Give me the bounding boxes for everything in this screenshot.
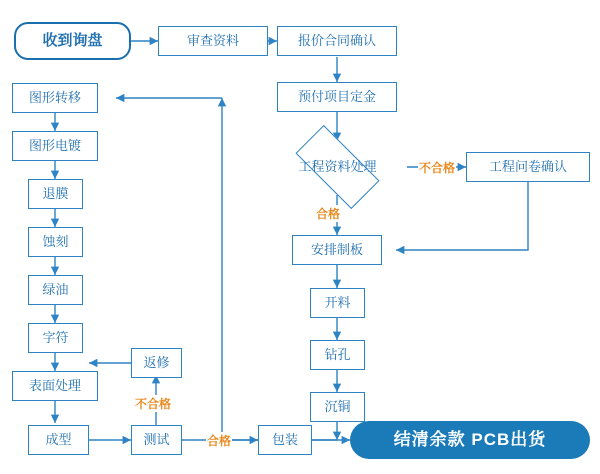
node-prepayment[interactable]: [277, 82, 397, 112]
node-label: 表面处理: [28, 377, 81, 393]
node-final-payment-shipment[interactable]: [350, 421, 590, 459]
node-pattern-plating[interactable]: [12, 131, 98, 161]
node-label: 退膜: [42, 185, 69, 201]
node-label: 预付项目定金: [297, 88, 376, 104]
node-label: 蚀刻: [42, 233, 69, 249]
node-label: 返修: [143, 354, 170, 370]
node-label: 包装: [271, 431, 298, 447]
node-solder-mask[interactable]: [28, 275, 83, 305]
node-label: 钻孔: [324, 346, 351, 362]
node-label: 图形转移: [28, 89, 81, 105]
node-label: 收到询盘: [42, 31, 103, 49]
node-rework[interactable]: [131, 348, 182, 378]
edge-label-fail-testing: [134, 395, 172, 412]
node-engineering-questionnaire[interactable]: [466, 152, 590, 182]
node-label: 测试: [143, 431, 170, 447]
node-pattern-transfer[interactable]: [12, 83, 98, 113]
node-label: 字符: [42, 329, 69, 345]
node-drilling[interactable]: [310, 340, 365, 370]
node-label: 审查资料: [186, 32, 239, 48]
edge-label-text: 不合格: [135, 397, 172, 411]
node-film-stripping[interactable]: [28, 179, 83, 209]
node-label: 沉铜: [324, 398, 351, 414]
node-label: 开料: [324, 294, 351, 310]
node-etching[interactable]: [28, 227, 83, 257]
edge-label-pass-testing: [206, 432, 232, 449]
node-receive-inquiry[interactable]: [14, 22, 131, 60]
edge-label-pass-engineering: [315, 205, 341, 222]
node-surface-finish[interactable]: [12, 371, 98, 401]
node-review-materials[interactable]: [158, 26, 268, 56]
node-arrange-board[interactable]: [292, 235, 382, 265]
edge-label-fail-engineering: [418, 159, 456, 176]
node-cutting[interactable]: [310, 288, 365, 318]
node-quotation-contract[interactable]: [277, 26, 397, 56]
node-label: 绿油: [42, 281, 69, 297]
node-label: 图形电镀: [28, 137, 81, 153]
edge-label-text: 合格: [316, 207, 341, 221]
node-packaging[interactable]: [258, 425, 312, 455]
edge-label-text: 不合格: [419, 161, 456, 175]
node-label: 工程问卷确认: [488, 158, 567, 174]
node-label: 工程资料处理: [298, 158, 377, 174]
edge-label-text: 合格: [207, 434, 232, 448]
node-testing[interactable]: [131, 425, 182, 455]
node-label: 结清余款 PCB出货: [393, 429, 547, 449]
node-profiling[interactable]: [28, 425, 89, 455]
decision-engineering-data-label: [270, 155, 405, 179]
node-label: 报价合同确认: [297, 32, 376, 48]
node-label: 成型: [45, 431, 72, 447]
node-silkscreen[interactable]: [28, 323, 83, 353]
node-copper-deposition[interactable]: [310, 392, 365, 422]
node-label: 安排制板: [310, 241, 363, 257]
